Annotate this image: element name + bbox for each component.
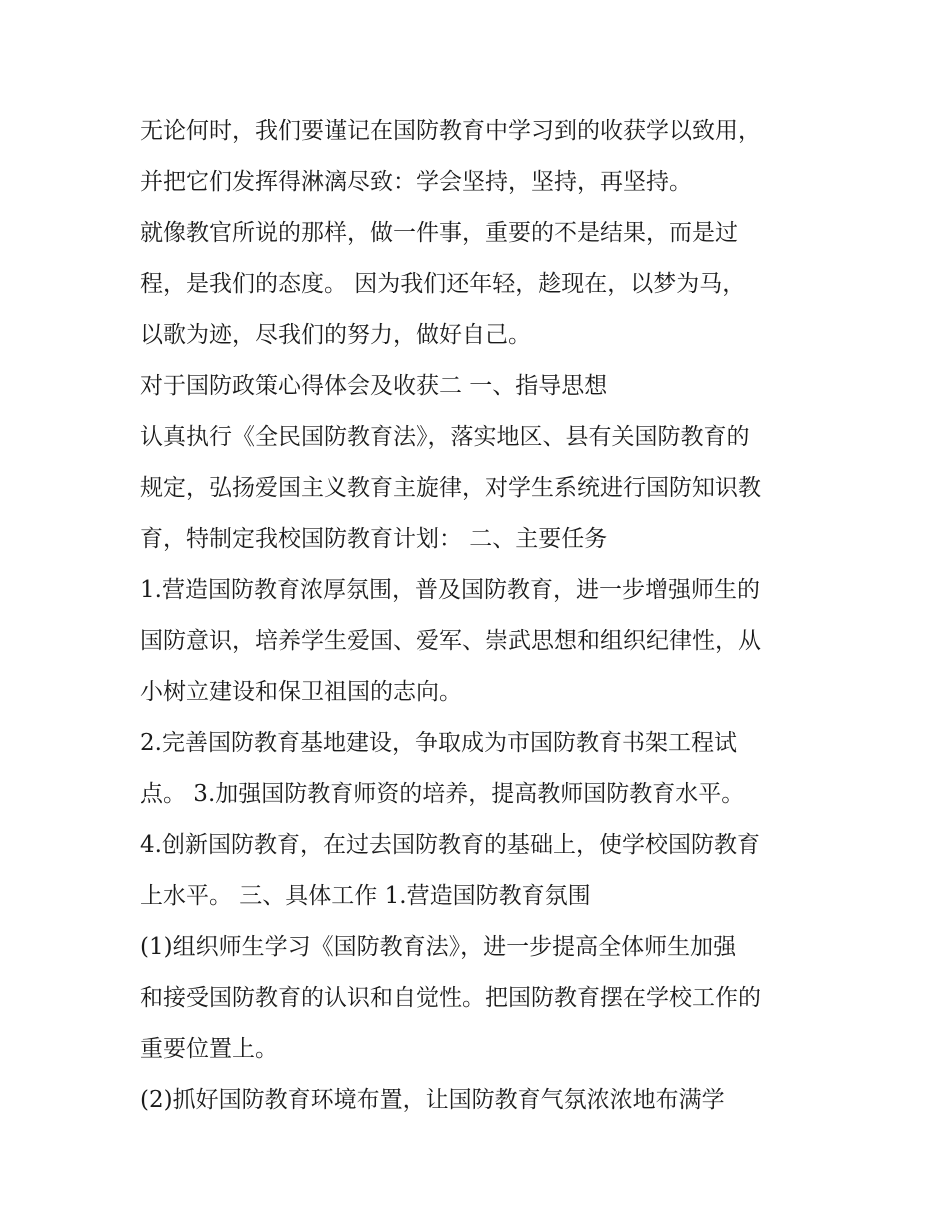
document-body [140,108,830,1128]
text-line: 重要位置上。 [140,1036,278,1062]
list-item: (2)抓好国防教育环境布置，让国防教育气氛浓浓地布满学 [140,1087,725,1113]
text-line: 上水平。 三、具体工作 1.营造国防教育氛围 [140,883,591,909]
list-item: (1)组织师生学习《国防教育法》，进一步提高全体师生加强 [140,934,737,960]
text-line: 程，是我们的态度。 因为我们还年轻，趁现在，以梦为马， [140,271,746,297]
text-line: 并把它们发挥得淋漓尽致：学会坚持，坚持，再坚持。 [140,169,692,195]
text-line: 就像教官所说的那样，做一件事，重要的不是结果，而是过 [140,220,738,246]
section-heading: 对于国防政策心得体会及收获二 一、指导思想 [140,373,608,399]
text-line: 小树立建设和保卫祖国的志向。 [140,679,462,705]
text-line: 育，特制定我校国防教育计划： 二、主要任务 [140,526,608,552]
text-line: 点。 3.加强国防教育师资的培养，提高教师国防教育水平。 [140,781,745,807]
text-line: 规定，弘扬爱国主义教育主旋律，对学生系统进行国防知识教 [140,475,761,501]
list-item: 1.营造国防教育浓厚氛围，普及国防教育，进一步增强师生的 [140,577,760,603]
list-item: 4.创新国防教育，在过去国防教育的基础上，使学校国防教育 [140,832,760,858]
text-line: 无论何时，我们要谨记在国防教育中学习到的收获学以致用， [140,118,761,144]
text-line: 国防意识，培养学生爱国、爱军、崇武思想和组织纪律性，从 [140,628,761,654]
list-item: 2.完善国防教育基地建设，争取成为市国防教育书架工程试 [140,730,737,756]
text-line: 和接受国防教育的认识和自觉性。把国防教育摆在学校工作的 [140,985,761,1011]
text-line: 以歌为迹，尽我们的努力，做好自己。 [140,322,531,348]
text-line: 认真执行《全民国防教育法》，落实地区、县有关国防教育的 [140,424,750,450]
